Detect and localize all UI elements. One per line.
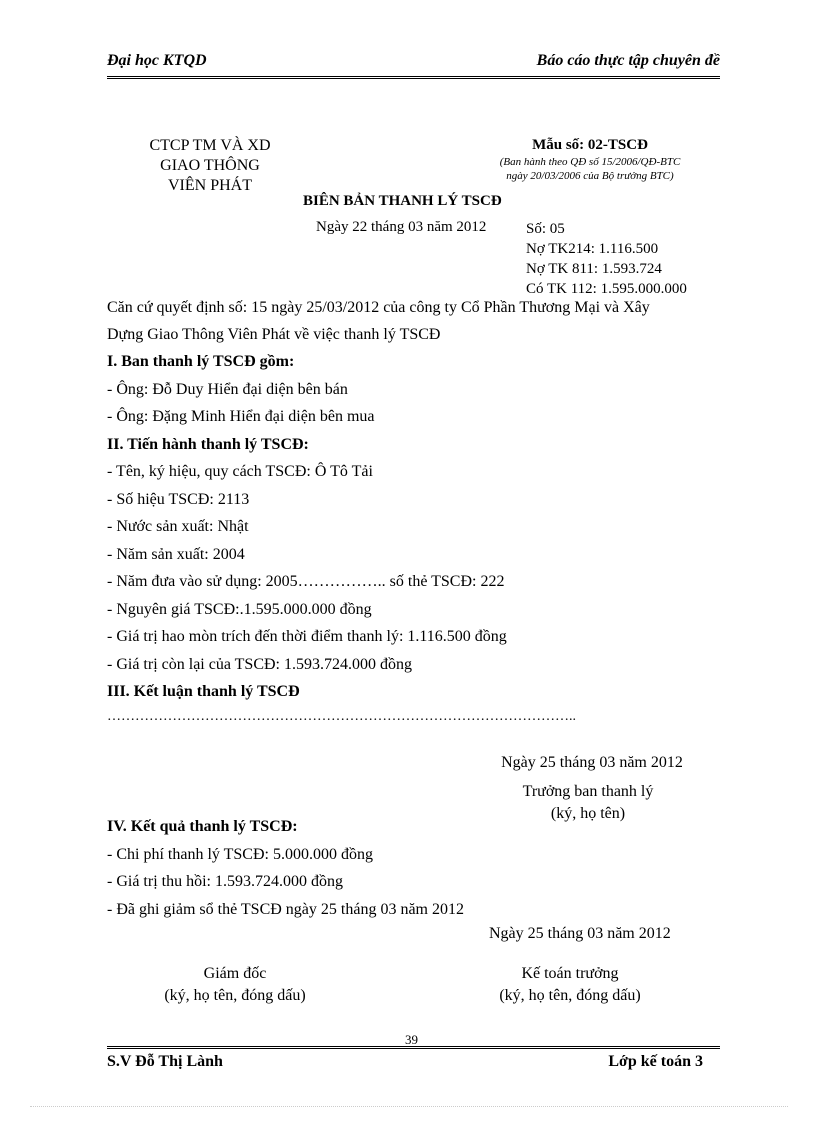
document-date: Ngày 22 tháng 03 năm 2012 — [316, 219, 487, 235]
page-edge-guide — [30, 1106, 788, 1107]
form-code: Mẫu số: 02-TSCĐ — [532, 137, 648, 153]
list-item: - Chi phí thanh lý TSCĐ: 5.000.000 đồng — [107, 845, 373, 863]
signature-1-note: (ký, họ tên) — [550, 805, 626, 822]
chief-accountant-role: Kế toán trưởng — [521, 965, 619, 982]
footer-rule — [107, 1046, 720, 1049]
director-signature-block — [120, 963, 350, 1007]
list-item: - Số hiệu TSCĐ: 2113 — [107, 490, 250, 508]
signature-2-date: Ngày 25 tháng 03 năm 2012 — [489, 925, 671, 942]
debit-811: Nợ TK 811: 1.593.724 — [526, 261, 662, 277]
section-2-heading: II. Tiến hành thanh lý TSCĐ: — [107, 435, 309, 453]
list-item: - Giá trị thu hồi: 1.593.724.000 đồng — [107, 873, 343, 890]
signature-1-date: Ngày 25 tháng 03 năm 2012 — [501, 754, 683, 771]
list-item: - Năm sản xuất: 2004 — [107, 545, 245, 563]
conclusion-dots: ……………………………………………………………………………………….. — [107, 709, 576, 724]
basis-line-2: Dựng Giao Thông Viên Phát về việc thanh lý TSCĐ — [107, 326, 441, 343]
list-item: - Ông: Đặng Minh Hiển đại diện bên mua — [107, 408, 375, 425]
footer-left: S.V Đỗ Thị Lành — [107, 1053, 223, 1070]
section-4 — [107, 813, 464, 923]
form-note-1: (Ban hành theo QĐ số 15/2006/QĐ-BTC — [499, 156, 681, 168]
list-item: - Giá trị còn lại của TSCĐ: 1.593.724.000 đồng — [107, 655, 412, 673]
form-code-block — [460, 136, 720, 183]
page-number: 39 — [405, 1032, 418, 1047]
chief-accountant-note: (ký, họ tên, đóng dấu) — [499, 987, 641, 1004]
company-line-3: VIÊN PHÁT — [168, 177, 252, 194]
credit-112: Có TK 112: 1.595.000.000 — [526, 281, 687, 297]
document-number: Số: 05 — [526, 221, 565, 237]
list-item: - Đã ghi giảm sổ thẻ TSCĐ ngày 25 tháng 03 năm 2012 — [107, 900, 464, 918]
signature-block-1 — [472, 750, 712, 775]
company-line-2: GIAO THÔNG — [160, 157, 260, 174]
basis-paragraph — [107, 294, 650, 348]
section-3-heading: III. Kết luận thanh lý TSCĐ — [107, 683, 300, 700]
document-title: BIÊN BẢN THANH LÝ TSCĐ — [303, 193, 502, 209]
accounting-entries — [526, 219, 687, 299]
basis-line-1: Căn cứ quyết định số: 15 ngày 25/03/2012 của công ty Cổ Phần Thương Mại và Xây — [107, 299, 650, 316]
list-item: - Giá trị hao mòn trích đến thời điểm thanh lý: 1.116.500 đồng — [107, 628, 507, 645]
list-item: - Nước sản xuất: Nhật — [107, 518, 249, 535]
section-4-heading: IV. Kết quả thanh lý TSCĐ: — [107, 818, 298, 835]
section-1-heading: I. Ban thanh lý TSCĐ gồm: — [107, 353, 295, 370]
director-role: Giám đốc — [203, 965, 267, 982]
list-item: - Nguyên giá TSCĐ:.1.595.000.000 đồng — [107, 600, 372, 618]
debit-214: Nợ TK214: 1.116.500 — [526, 241, 659, 257]
footer-right: Lớp kế toán 3 — [608, 1053, 703, 1070]
list-item: - Ông: Đỗ Duy Hiển đại diện bên bán — [107, 380, 348, 398]
form-note-2: ngày 20/03/2006 của Bộ trưởng BTC) — [506, 170, 674, 182]
header-right: Báo cáo thực tập chuyên đề — [536, 52, 720, 69]
main-body — [107, 348, 507, 706]
list-item: - Năm đưa vào sử dụng: 2005…………….. số thẻ TSCĐ: 222 — [107, 573, 505, 590]
header-left: Đại học KTQD — [107, 52, 207, 69]
director-note: (ký, họ tên, đóng dấu) — [164, 987, 306, 1004]
company-line-1: CTCP TM VÀ XD — [149, 137, 271, 154]
signature-1-role-block — [488, 781, 688, 825]
header-rule — [107, 76, 720, 79]
signature-1-role: Trưởng ban thanh lý — [522, 783, 654, 800]
company-block — [130, 136, 290, 196]
list-item: - Tên, ký hiệu, quy cách TSCĐ: Ô Tô Tải — [107, 463, 373, 480]
chief-accountant-signature-block — [455, 963, 685, 1007]
